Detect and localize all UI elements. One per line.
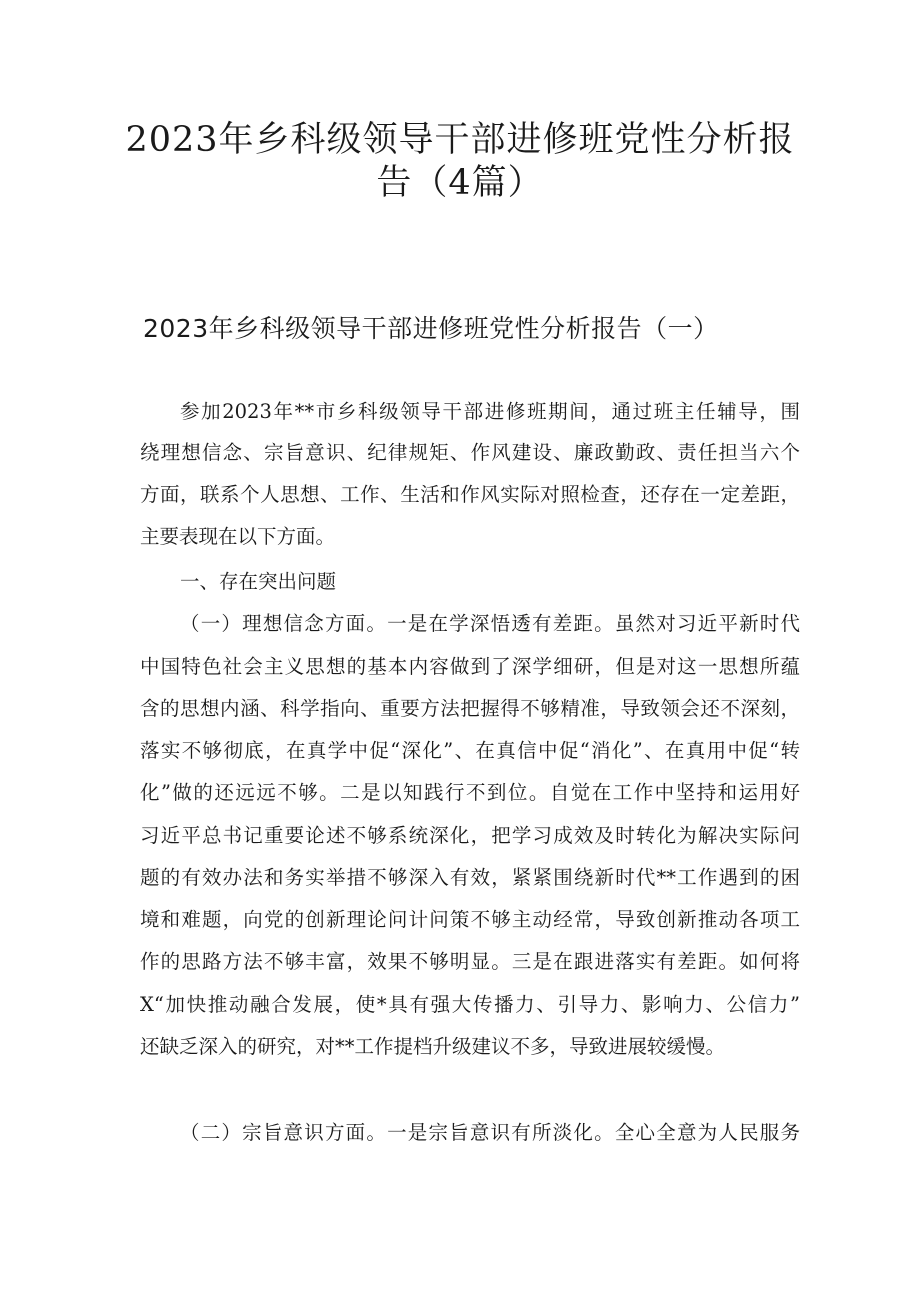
body-line: 主要表现在以下方面。 <box>140 525 336 548</box>
body-line: （一）理想信念方面。一是在学深悟透有差距。虽然对习近平新时代 <box>180 612 800 635</box>
list-heading: 一、存在突出问题 <box>180 570 337 593</box>
body-line: 作的思路方法不够丰富，效果不够明显。三是在跟进落实有差距。如何将 <box>140 950 800 973</box>
section-heading: 2023年乡科级领导干部进修班党性分析报告（一） <box>143 314 719 343</box>
body-line: 境和难题，向党的创新理论问计问策不够主动经常，导致创新推动各项工 <box>140 908 800 931</box>
body-line: 还缺乏深入的研究，对**工作提档升级建议不多，导致进展较缓慢。 <box>140 1035 726 1058</box>
body-line: 落实不够彻底，在真学中促“深化”、在真信中促“消化”、在真用中促“转 <box>140 739 800 762</box>
body-line: 方面，联系个人思想、工作、生活和作风实际对照检查，还存在一定差距， <box>140 483 800 506</box>
body-line: 参加2023年**市乡科级领导干部进修班期间，通过班主任辅导，围 <box>180 400 800 423</box>
body-line: 绕理想信念、宗旨意识、纪律规矩、作风建设、廉政勤政、责任担当六个 <box>140 441 800 464</box>
document-title-line-1: 2023年乡科级领导干部进修班党性分析报 <box>125 120 795 160</box>
body-line: X“加快推动融合发展，使*具有强大传播力、引导力、影响力、公信力” <box>140 993 800 1016</box>
body-line: 含的思想内涵、科学指向、重要方法把握得不够精准，导致领会还不深刻， <box>140 697 800 720</box>
body-line: 化”做的还远远不够。二是以知践行不到位。自觉在工作中坚持和运用好 <box>140 781 800 804</box>
body-line: 中国特色社会主义思想的基本内容做到了深学细研，但是对这一思想所蕴 <box>140 655 800 678</box>
body-line: 习近平总书记重要论述不够系统深化，把学习成效及时转化为解决实际问 <box>140 824 800 847</box>
document-title-line-2: 告（4篇） <box>376 163 544 203</box>
body-line: 题的有效办法和务实举措不够深入有效，紧紧围绕新时代**工作遇到的困 <box>140 866 800 889</box>
body-line: （二）宗旨意识方面。一是宗旨意识有所淡化。全心全意为人民服务 <box>180 1121 800 1144</box>
